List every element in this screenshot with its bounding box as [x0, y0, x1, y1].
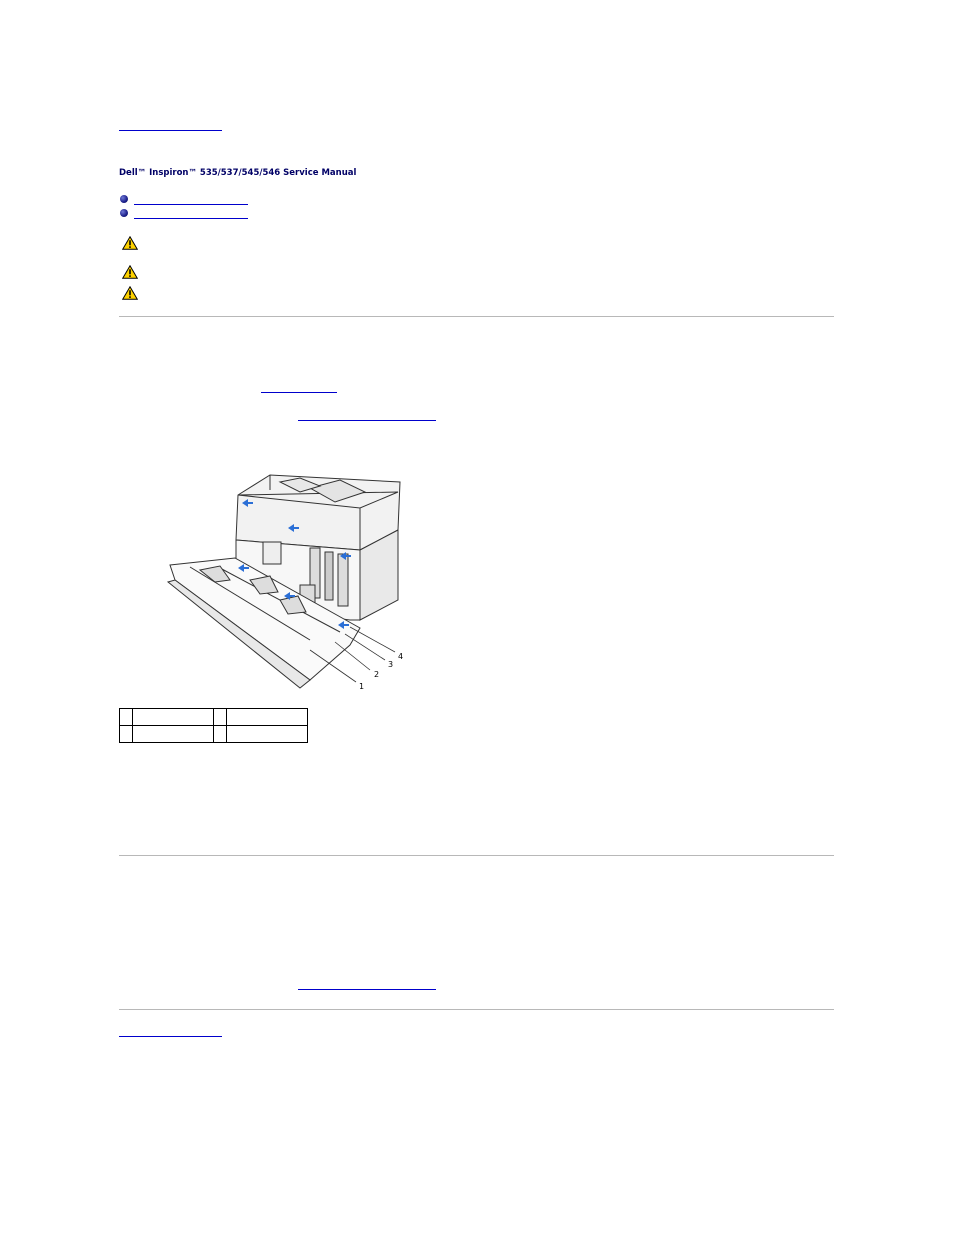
table-cell [120, 709, 133, 726]
section-divider [119, 855, 834, 856]
section-divider [119, 316, 834, 317]
cross-reference-link[interactable] [298, 420, 436, 421]
table-cell [214, 726, 227, 743]
toc-link-replacing[interactable] [134, 218, 248, 219]
table-row [120, 726, 308, 743]
table-row [120, 709, 308, 726]
bullet-icon [120, 209, 128, 217]
caution-icon [122, 286, 138, 300]
cross-reference-link[interactable] [298, 989, 436, 990]
caution-icon [122, 236, 138, 250]
bullet-icon [120, 195, 128, 203]
table-cell [120, 726, 133, 743]
front-bezel-removal-figure [160, 470, 420, 695]
callout-3: 3 [388, 660, 394, 669]
cross-reference-link[interactable] [261, 392, 337, 393]
caution-icon [122, 265, 138, 279]
callout-1: 1 [359, 682, 365, 691]
table-cell [227, 726, 308, 743]
table-cell [133, 726, 214, 743]
callout-4: 4 [398, 652, 404, 661]
section-divider [119, 1009, 834, 1010]
toc-link-removing[interactable] [134, 204, 248, 205]
table-cell [133, 709, 214, 726]
back-to-contents-link-bottom[interactable] [119, 1036, 222, 1037]
back-to-contents-link-top[interactable] [119, 130, 222, 131]
table-cell [227, 709, 308, 726]
table-cell [214, 709, 227, 726]
manual-title: Dell™ Inspiron™ 535/537/545/546 Service Manual [119, 168, 357, 178]
callout-2: 2 [374, 670, 380, 679]
callout-legend-table [119, 708, 308, 743]
